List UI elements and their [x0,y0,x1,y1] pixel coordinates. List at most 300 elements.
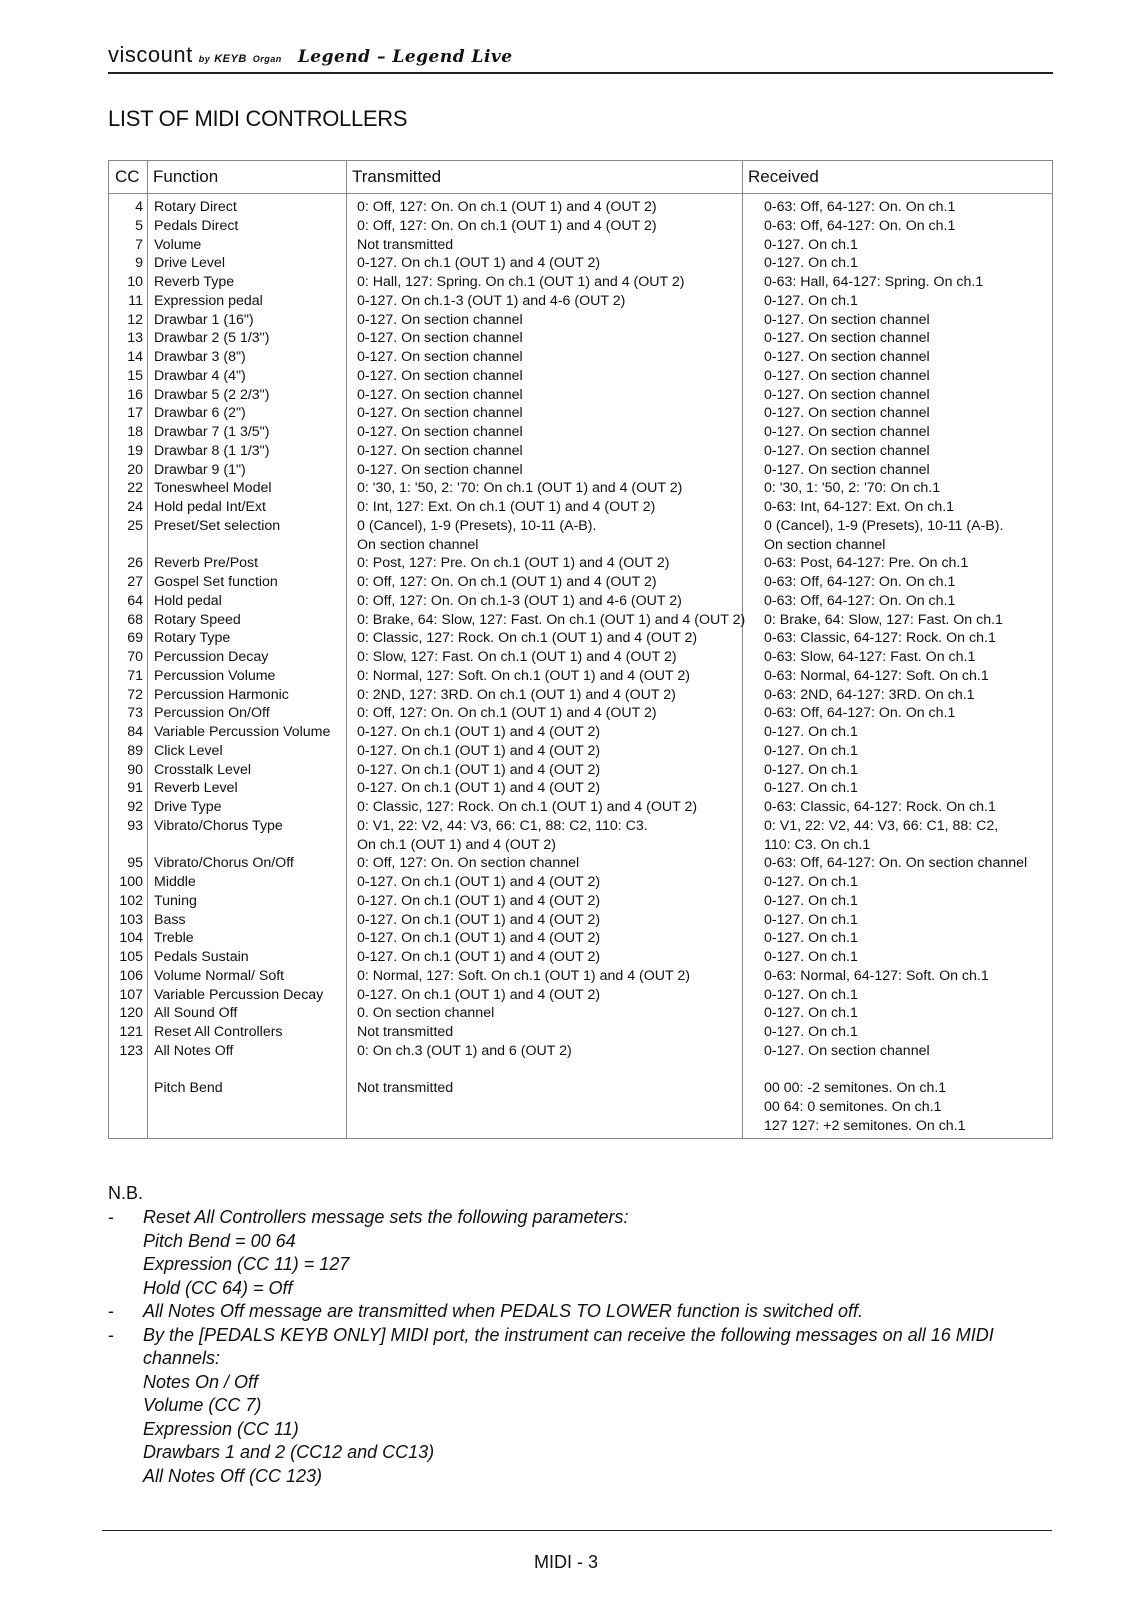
cell-line: 0-63: Off, 64-127: On. On ch.1 [764,199,956,215]
cell-transmitted [357,386,523,405]
cell-cc: 4 [135,199,143,215]
cell-cc: 103 [119,911,143,928]
cell-transmitted [357,854,579,873]
cell-function: Hold pedal Int/Ext [154,499,266,515]
cell-received [764,292,858,311]
cell-transmitted [357,461,523,480]
cell-line: 0: Off, 127: On. On ch.1 (OUT 1) and 4 (OUT 2) [357,199,657,215]
table-row [109,1004,1052,1023]
cell-cc: 16 [127,386,143,403]
cell-transmitted [357,686,676,705]
cell-line: 0-127. On ch.1 [764,949,858,965]
cell-line: 0-127. On section channel [764,367,930,384]
cell-line: 0-127. On section channel [357,424,523,440]
cell-received [764,798,996,817]
cell-cc: 84 [127,724,143,740]
cell-received [764,723,858,742]
page-number: MIDI - 3 [533,1552,598,1572]
note-line: All Notes Off (CC 123) [143,1465,323,1486]
cell-function: Reverb Pre/Post [154,555,259,572]
brand-keyb: KEYB [214,53,247,65]
cell-cc: 123 [119,1042,143,1059]
table-row [109,517,1052,555]
cell-cc: 20 [127,461,143,478]
cell-received [764,1079,966,1135]
cell-line: 127 127: +2 semitones. On ch.1 [764,1117,966,1134]
cell-received [764,329,930,348]
table-row [109,929,1052,948]
cell-transmitted [357,217,657,236]
cell-cc: 64 [127,592,143,609]
table-row [109,817,1052,855]
cell-cc: 22 [127,480,143,497]
cell-line: 0: Brake, 64: Slow, 127: Fast. On ch.1 [764,611,1003,628]
cell-function: Volume [154,236,202,253]
cell-cc: 107 [119,986,143,1003]
cell-transmitted [357,723,600,742]
cell-line: 0-127. On ch.1 (OUT 1) and 4 (OUT 2) [357,874,601,890]
table-row [109,198,1052,217]
cell-transmitted [357,348,523,367]
cell-function: Drawbar 4 (4") [154,367,246,384]
table-row [109,592,1052,611]
cell-received [764,348,930,367]
cell-received [764,198,955,217]
cell-received [764,479,940,498]
cell-line: 0-127. On ch.1 [764,742,858,759]
cell-function: Vibrato/Chorus On/Off [154,855,294,872]
note-line: channels: [143,1348,221,1368]
table-row [109,329,1052,348]
header-transmitted: Transmitted [352,167,442,186]
table-row [109,967,1052,986]
cell-transmitted [357,273,685,292]
cell-function: Drive Type [154,799,222,815]
cell-line: 00 00: -2 semitones. On ch.1 [764,1080,947,1097]
cell-transmitted [357,404,523,423]
cell-transmitted [357,329,523,348]
cell-function: Preset/Set selection [154,517,281,534]
cell-transmitted [357,986,600,1005]
cell-function: Rotary Type [154,630,231,647]
table-row [109,273,1052,292]
cell-line: On section channel [764,536,886,553]
cell-function: Gospel Set function [154,574,278,590]
cell-line: 0-127. On ch.1 [764,292,858,309]
table-row [109,292,1052,311]
cell-line: 0: On ch.3 (OUT 1) and 6 (OUT 2) [357,1042,572,1059]
cell-transmitted [357,254,600,273]
cell-transmitted [357,1023,453,1042]
cell-received [764,461,930,480]
cell-line: 0: 2ND, 127: 3RD. On ch.1 (OUT 1) and 4 (OUT 2) [357,686,676,703]
note-line: All Notes Off message are transmitted when PEDALS TO LOWER function is switched off. [143,1301,863,1321]
table-row [109,761,1052,780]
cell-function: Rotary Speed [154,611,241,628]
brand-model: Legend – Legend Live [297,47,513,67]
cell-function: Variable Percussion Decay [154,986,324,1003]
cell-function: Click Level [154,742,223,759]
cell-transmitted [357,517,596,555]
cell-received [764,986,858,1005]
cell-function: Pedals Direct [154,217,239,234]
table-row [109,629,1052,648]
cell-transmitted [357,573,657,592]
cell-line: 0: Off, 127: On. On ch.1 (OUT 1) and 4 (OUT 2) [357,574,657,590]
cell-cc: 15 [127,367,143,384]
cell-function: Drawbar 6 (2") [154,405,246,422]
cell-line: 0: Classic, 127: Rock. On ch.1 (OUT 1) and 4 (OUT 2) [357,799,698,815]
cell-line: 0-63: Off, 64-127: On. On ch.1 [764,574,956,590]
cell-line: 0: Off, 127: On. On ch.1-3 (OUT 1) and 4-6 (OUT 2) [357,592,682,609]
cell-transmitted [357,442,523,461]
cell-line: 0-127. On section channel [764,442,930,459]
cell-function: Vibrato/Chorus Type [154,817,283,834]
cell-line: 0-127. On section channel [357,330,523,347]
cell-function: Reset All Controllers [154,1024,283,1040]
table-row [109,1042,1052,1061]
cell-received [764,686,975,705]
cell-function: Drive Level [154,255,225,272]
cell-transmitted [357,892,600,911]
cell-transmitted [357,498,655,517]
cell-received [764,892,858,911]
cell-function: Toneswheel Model [154,480,272,497]
cell-line: 0: '30, 1: '50, 2: '70: On ch.1 (OUT 1) and 4 (OUT 2) [357,480,683,497]
cell-transmitted [357,629,697,648]
cell-line: 0-127. On section channel [764,349,930,365]
cell-received [764,442,930,461]
cell-line: 0-127. On section channel [764,405,930,422]
note-line: Volume (CC 7) [143,1395,262,1415]
cell-cc: 69 [127,630,143,647]
cell-line: 0-127. On section channel [357,311,523,328]
cell-cc: 89 [127,742,143,759]
cell-line: 0: '30, 1: '50, 2: '70: On ch.1 [764,480,941,497]
cell-line: 0-127. On section channel [357,349,523,365]
cell-function: Drawbar 8 (1 1/3") [154,442,270,459]
table-row [109,686,1052,705]
cell-received [764,629,996,648]
brand-by: by [198,54,211,64]
cell-line: 0-63: Off, 64-127: On. On section channel [764,855,1028,872]
cell-cc: 70 [127,649,143,665]
table-body [109,198,1052,1136]
cell-cc: 104 [119,930,143,947]
cell-function: Drawbar 5 (2 2/3") [154,386,270,403]
cell-line: 0: Hall, 127: Spring. On ch.1 (OUT 1) and 4 (OUT 2) [357,274,685,290]
cell-function: Variable Percussion Volume [154,724,331,740]
cell-received [764,611,1003,630]
cell-received [764,1004,858,1023]
note-bullet: - [108,1207,114,1227]
cell-line: 0-127. On ch.1 (OUT 1) and 4 (OUT 2) [357,986,601,1003]
cell-cc: 121 [119,1024,143,1040]
table-row [109,236,1052,255]
cell-line: 0-127. On ch.1 (OUT 1) and 4 (OUT 2) [357,255,601,272]
cell-received [764,311,930,330]
note-line: Expression (CC 11) = 127 [143,1254,350,1274]
notes-title: N.B. [108,1183,144,1203]
cell-line: 0: Brake, 64: Slow, 127: Fast. On ch.1 (OUT 1) and 4 (OUT 2) [357,611,746,628]
cell-cc: 90 [127,761,143,778]
cell-transmitted [357,704,657,723]
cell-received [764,911,858,930]
cell-cc: 120 [119,1005,143,1022]
table-row [109,461,1052,480]
cell-transmitted [357,929,600,948]
cell-line: 0-127. On ch.1 (OUT 1) and 4 (OUT 2) [357,892,601,909]
cell-received [764,386,930,405]
cell-line: 0: Classic, 127: Rock. On ch.1 (OUT 1) and 4 (OUT 2) [357,630,698,647]
brand-logo [108,42,513,68]
cell-function: Reverb Type [154,274,235,290]
cell-line: 0-127. On ch.1 [764,255,858,272]
cell-cc: 18 [127,424,143,440]
table-row [109,386,1052,405]
cell-cc: 14 [127,349,143,365]
cell-transmitted [357,311,523,330]
cell-received [764,704,955,723]
cell-cc: 25 [127,517,143,534]
note-line: Reset All Controllers message sets the following parameters: [143,1207,629,1227]
cell-cc: 72 [127,686,143,703]
cell-received [764,273,983,292]
header-received: Received [748,167,819,186]
page-title: LIST OF MIDI CONTROLLERS [108,106,408,131]
cell-function: Pitch Bend [154,1080,223,1097]
footer-rule [102,1530,1052,1531]
cell-received [764,404,930,423]
cell-function: Expression pedal [154,292,263,309]
table-row [109,1079,1052,1135]
cell-line: 0-127. On ch.1 (OUT 1) and 4 (OUT 2) [357,930,601,947]
cell-received [764,761,858,780]
cell-line: 0-127. On ch.1 [764,1024,858,1040]
note-line: Expression (CC 11) [143,1418,299,1439]
cell-cc: 19 [127,442,143,459]
cell-received [764,573,955,592]
cell-cc: 100 [119,874,143,890]
table-row [109,704,1052,723]
cell-function: Treble [154,930,194,947]
table-row [109,254,1052,273]
cell-function: Volume Normal/ Soft [154,967,285,984]
cell-received [764,1023,858,1042]
cell-transmitted [357,911,600,930]
cell-line: 0-127. On section channel [764,330,930,347]
cell-line: 0-127. On section channel [764,386,930,403]
cell-line: 0-127. On ch.1 (OUT 1) and 4 (OUT 2) [357,724,601,740]
cell-line: 0-127. On ch.1 (OUT 1) and 4 (OUT 2) [357,911,601,928]
cell-transmitted [357,423,523,442]
cell-cc: 11 [128,292,143,309]
cell-function: Hold pedal [154,592,222,609]
page-header [108,40,1053,74]
cell-cc: 68 [127,611,143,628]
cell-function: Rotary Direct [154,199,237,215]
cell-line: 0-127. On section channel [764,1042,930,1059]
cell-function: Percussion On/Off [154,705,270,722]
cell-received [764,779,858,798]
cell-line: 0-127. On ch.1 [764,911,858,928]
table-row [109,779,1052,798]
cell-line: 0-127. On section channel [357,461,523,478]
brand-name: viscount [108,42,193,67]
cell-line: Not transmitted [357,236,454,253]
cell-line: 0: Normal, 127: Soft. On ch.1 (OUT 1) and 4 (OUT 2) [357,967,691,984]
cell-line: 0-63: Hall, 64-127: Spring. On ch.1 [764,274,984,290]
cell-line: 0-63: Normal, 64-127: Soft. On ch.1 [764,967,989,984]
cell-received [764,498,954,517]
cell-line: 0-63: Normal, 64-127: Soft. On ch.1 [764,667,989,684]
cell-line: 0-63: Off, 64-127: On. On ch.1 [764,705,956,722]
note-bullet: - [108,1324,114,1345]
cell-line: 0-127. On section channel [357,405,523,422]
cell-line: 0-127. On section channel [357,367,523,384]
cell-line: 0-127. On ch.1 (OUT 1) and 4 (OUT 2) [357,761,601,778]
cell-received [764,667,989,686]
notes-section [108,1183,1068,1488]
cell-line: 0-63: Post, 64-127: Pre. On ch.1 [764,555,969,572]
cell-line: 0-127. On ch.1 [764,930,858,947]
cell-transmitted [357,1004,494,1023]
cell-transmitted [357,667,690,686]
cell-line: 0-127. On ch.1 [764,780,858,797]
table-row [109,217,1052,236]
cell-function: Drawbar 3 (8") [154,349,246,365]
note-line: Pitch Bend = 00 64 [143,1230,296,1251]
cell-transmitted [357,817,648,855]
cell-cc: 10 [127,274,143,290]
table-row [109,479,1052,498]
cell-cc: 27 [127,574,143,590]
cell-line: 0-127. On section channel [357,386,523,403]
cell-line: 0. On section channel [357,1005,495,1022]
table-row [109,498,1052,517]
cell-function: Drawbar 9 (1") [154,461,246,478]
cell-line: 0 (Cancel), 1-9 (Presets), 10-11 (A-B). [357,517,597,534]
cell-function: Bass [154,911,186,928]
cell-line: 0: Off, 127: On. On section channel [357,855,580,872]
cell-received [764,948,858,967]
cell-function: All Notes Off [154,1042,234,1059]
table-row [109,667,1052,686]
table-row [109,367,1052,386]
table-row [109,911,1052,930]
cell-line: Not transmitted [357,1080,454,1097]
cell-cc: 9 [135,255,143,272]
cell-cc: 92 [127,799,143,815]
cell-line: 0: Normal, 127: Soft. On ch.1 (OUT 1) and 4 (OUT 2) [357,667,691,684]
cell-received [764,367,930,386]
brand-keyb-suffix: Organ [252,54,282,64]
cell-line: 0: Int, 127: Ext. On ch.1 (OUT 1) and 4 (OUT 2) [357,499,656,515]
header-cc: CC [115,167,140,186]
cell-cc: 102 [119,892,143,909]
cell-line: 0-127. On ch.1 [764,892,858,909]
table-row [109,873,1052,892]
cell-cc: 5 [135,217,143,234]
note-line: Hold (CC 64) = Off [143,1277,293,1298]
table-row [109,648,1052,667]
cell-function: Percussion Harmonic [154,686,289,703]
cell-line: Not transmitted [357,1024,454,1040]
table-row [109,1023,1052,1042]
cell-function: Crosstalk Level [154,761,251,778]
note-item [108,1206,1068,1300]
cell-line: 0: Off, 127: On. On ch.1 (OUT 1) and 4 (OUT 2) [357,705,657,722]
note-line: By the [PEDALS KEYB ONLY] MIDI port, the instrument can receive the following messages on all 16 MIDI [143,1324,994,1345]
cell-line: On section channel [357,536,479,553]
cell-transmitted [357,873,600,892]
cell-line: 110: C3. On ch.1 [764,836,871,853]
table-row [109,742,1052,761]
note-bullet: - [108,1301,114,1321]
cell-received [764,217,955,236]
cell-cc: 71 [127,667,143,684]
cell-line: 0-127. On ch.1-3 (OUT 1) and 4-6 (OUT 2) [357,292,626,309]
cell-cc: 12 [127,311,143,328]
cell-received [764,236,858,255]
cell-function: Tuning [154,892,197,909]
note-item [108,1300,1068,1324]
cell-line: 0-63: Off, 64-127: On. On ch.1 [764,217,956,234]
cell-transmitted [357,592,682,611]
cell-function: Pedals Sustain [154,949,249,965]
cell-line: 0: Off, 127: On. On ch.1 (OUT 1) and 4 (OUT 2) [357,217,657,234]
cell-transmitted [357,967,690,986]
cell-cc: 17 [127,405,143,422]
cell-cc: 93 [127,817,143,834]
table-row [109,554,1052,573]
cell-line: 0-63: Int, 64-127: Ext. On ch.1 [764,499,955,515]
cell-received [764,742,858,761]
cell-function: Middle [154,874,196,890]
note-line: Drawbars 1 and 2 (CC12 and CC13) [143,1442,435,1462]
cell-transmitted [357,236,453,255]
cell-function: All Sound Off [154,1005,238,1022]
table-row [109,798,1052,817]
cell-received [764,873,858,892]
cell-received [764,517,1003,555]
cell-received [764,254,858,273]
cell-line: 0: V1, 22: V2, 44: V3, 66: C1, 88: C2, 110: C3. [357,817,648,834]
table-row [109,442,1052,461]
table-row [109,404,1052,423]
cell-cc: 105 [119,949,143,965]
cell-line: 0-63: Classic, 64-127: Rock. On ch.1 [764,630,996,647]
cell-cc: 73 [127,705,143,722]
cell-cc: 7 [135,236,143,253]
table-row [109,986,1052,1005]
cell-line: 0-127. On ch.1 (OUT 1) and 4 (OUT 2) [357,780,601,797]
cell-received [764,554,968,573]
cell-function: Percussion Volume [154,667,276,684]
cell-function: Reverb Level [154,780,238,797]
cell-transmitted [357,742,600,761]
cell-line: 0-127. On ch.1 [764,874,858,890]
cell-line: 0-63: Classic, 64-127: Rock. On ch.1 [764,799,996,815]
cell-line: On ch.1 (OUT 1) and 4 (OUT 2) [357,836,556,853]
cell-line: 0-127. On ch.1 [764,236,858,253]
cell-transmitted [357,479,682,498]
cell-received [764,1042,930,1061]
table-row [109,854,1052,873]
cell-line: 0-127. On ch.1 [764,1005,858,1022]
cell-received [764,817,998,855]
cell-line: 0: Slow, 127: Fast. On ch.1 (OUT 1) and 4 (OUT 2) [357,649,677,665]
